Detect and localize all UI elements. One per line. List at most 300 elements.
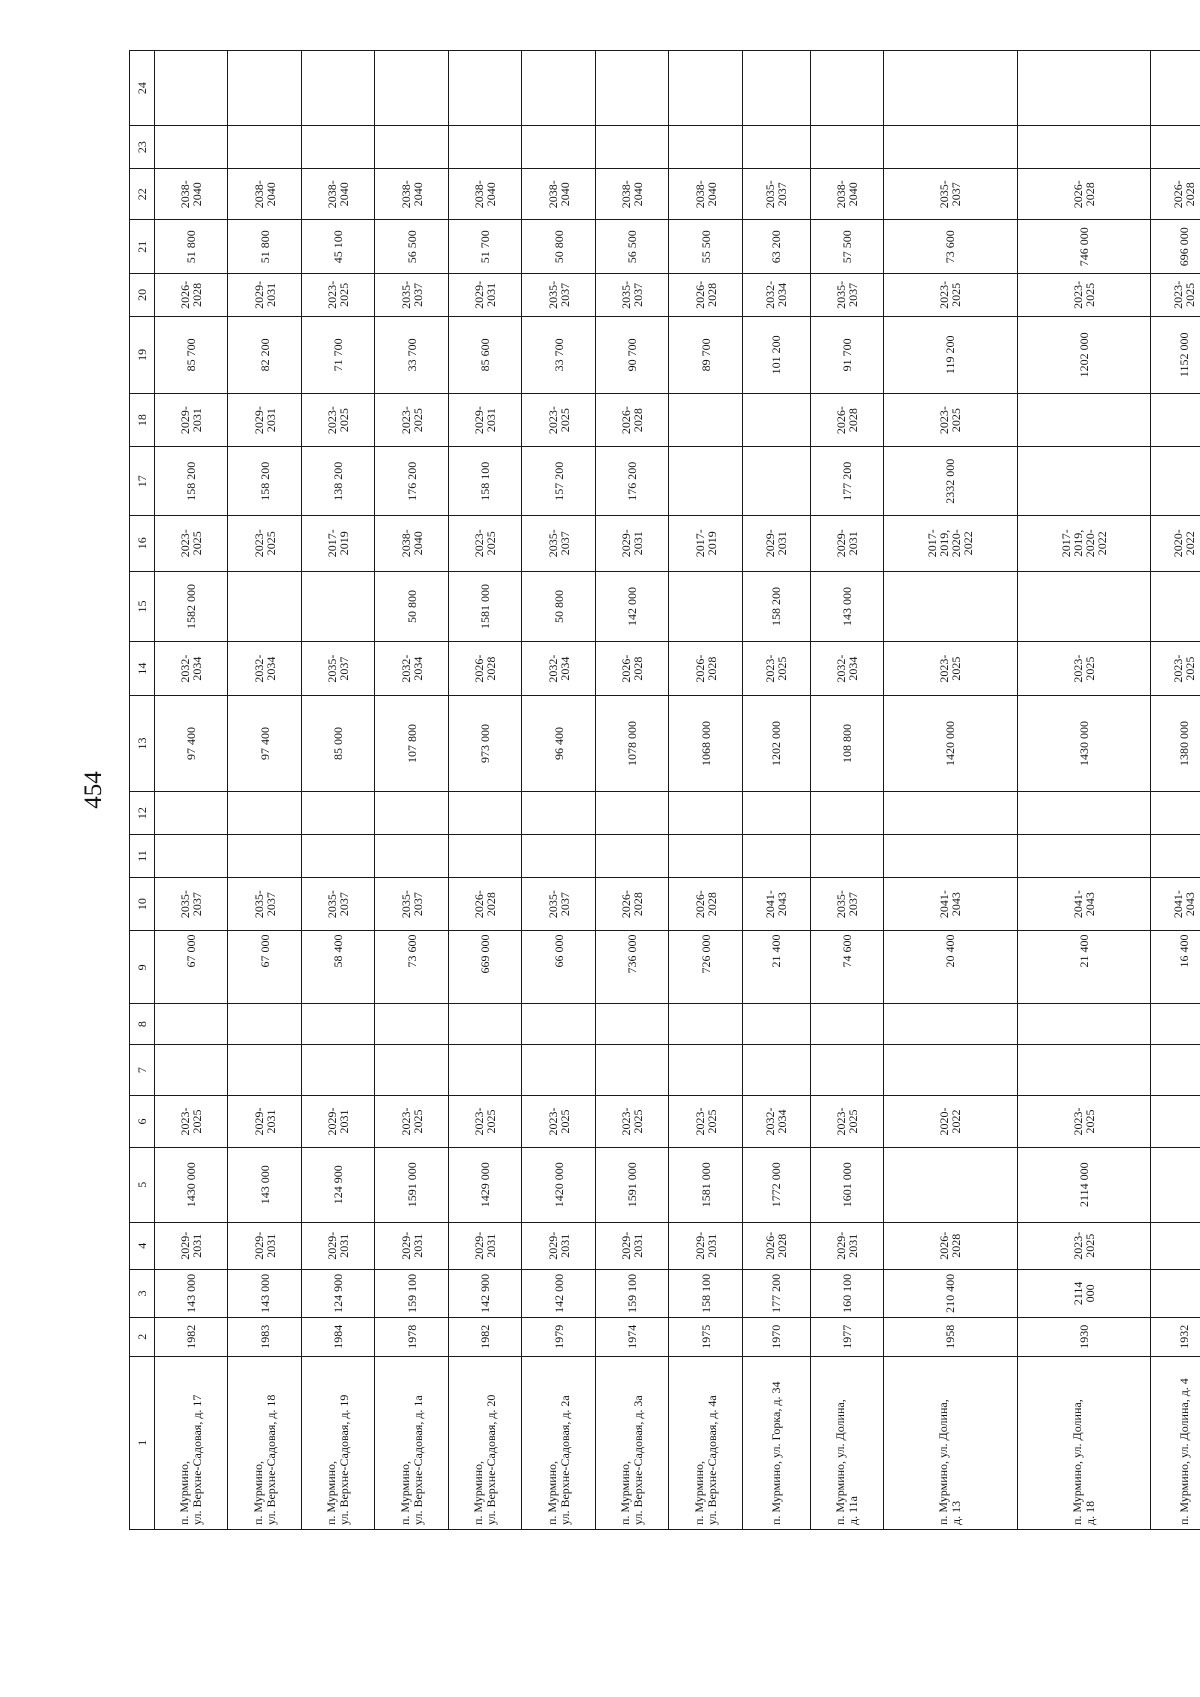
cell-col-21: 63 200 bbox=[742, 220, 810, 274]
cell-col-3 bbox=[1150, 1269, 1200, 1317]
cell-line: 2019 bbox=[704, 531, 719, 556]
cell-line: 2020- bbox=[1082, 529, 1097, 558]
cell-col-8 bbox=[301, 1004, 374, 1045]
cell-line: 2031 bbox=[263, 282, 278, 307]
cell-line: 2040 bbox=[190, 182, 205, 207]
cell-col-4 bbox=[1017, 1222, 1150, 1269]
cell-col-21: 55 500 bbox=[669, 220, 742, 274]
cell-line: 2025 bbox=[1082, 1109, 1097, 1134]
cell-line: 2022 bbox=[1094, 531, 1109, 556]
cell-line: 2029- bbox=[763, 529, 778, 558]
cell-col-22 bbox=[228, 169, 301, 220]
cell-col-4 bbox=[155, 1222, 228, 1269]
column-number: 19 bbox=[130, 316, 155, 393]
table-row bbox=[1150, 51, 1200, 1530]
cell-line: 2032- bbox=[398, 654, 413, 683]
cell-line: 2023- bbox=[834, 1107, 848, 1136]
cell-col-14 bbox=[1017, 642, 1150, 696]
cell-col-14 bbox=[301, 642, 374, 696]
cell-col-20 bbox=[1150, 273, 1200, 316]
cell-col-13: 97 400 bbox=[228, 695, 301, 791]
cell-col-3: 159 100 bbox=[595, 1269, 668, 1317]
cell-line: 2040 bbox=[484, 182, 499, 207]
cell-col-4 bbox=[228, 1222, 301, 1269]
cell-col-21: 696 000 bbox=[1150, 220, 1200, 274]
cell-col-16 bbox=[742, 515, 810, 571]
cell-line: 2019, bbox=[1070, 529, 1085, 557]
cell-col-7 bbox=[669, 1044, 742, 1095]
cell-line: 2023- bbox=[472, 529, 487, 558]
address-line: п. Мурмино, ул. Горка, д. 34 bbox=[768, 1381, 783, 1525]
cell-line: 2023- bbox=[937, 406, 952, 435]
cell-line: 2028 bbox=[631, 892, 646, 917]
cell-col-10 bbox=[884, 877, 1017, 931]
cell-line: 2025 bbox=[484, 531, 499, 556]
cell-col-22 bbox=[448, 169, 521, 220]
column-number: 7 bbox=[130, 1044, 155, 1095]
cell-line: 2025 bbox=[557, 1109, 572, 1134]
cell-line: 2023- bbox=[1171, 654, 1186, 683]
cell-col-15: 1582 000 bbox=[155, 571, 228, 642]
cell-line: 2025 bbox=[410, 1109, 425, 1134]
cell-line: 2038- bbox=[619, 180, 634, 209]
cell-line: 2023- bbox=[1070, 654, 1085, 683]
column-number: 16 bbox=[130, 515, 155, 571]
cell-col-5: 124 900 bbox=[301, 1147, 374, 1222]
cell-line: 2025 bbox=[1082, 1233, 1097, 1258]
cell-col-10 bbox=[228, 877, 301, 931]
cell-col-5 bbox=[884, 1147, 1017, 1222]
cell-line: 2026- bbox=[472, 890, 487, 919]
cell-line: 2029- bbox=[472, 280, 487, 309]
column-number: 10 bbox=[130, 877, 155, 931]
cell-line: 2040 bbox=[263, 182, 278, 207]
address-line: ул. Верхне-Садовая, д. 19 bbox=[337, 1394, 352, 1525]
cell-line: 2026- bbox=[937, 1231, 952, 1260]
cell-line: 2028 bbox=[846, 408, 860, 433]
cell-col-23 bbox=[228, 126, 301, 169]
cell-line: 2023- bbox=[178, 1107, 193, 1136]
cell-col-16 bbox=[375, 515, 448, 571]
cell-line: 2025 bbox=[337, 408, 352, 433]
cell-line: 2040 bbox=[846, 182, 860, 207]
cell-col-9: 73 600 bbox=[375, 931, 448, 1004]
cell-col-9: 74 600 bbox=[810, 931, 883, 1004]
cell-line: 2029- bbox=[619, 1231, 634, 1260]
cell-col-12 bbox=[742, 792, 810, 835]
cell-col-5 bbox=[1150, 1147, 1200, 1222]
cell-col-12 bbox=[375, 792, 448, 835]
cell-col-16 bbox=[595, 515, 668, 571]
cell-col-8 bbox=[595, 1004, 668, 1045]
cell-line: 2023- bbox=[1070, 1107, 1085, 1136]
address-cell bbox=[810, 1356, 883, 1529]
cell-col-14 bbox=[375, 642, 448, 696]
cell-col-4 bbox=[301, 1222, 374, 1269]
column-number: 12 bbox=[130, 792, 155, 835]
cell-col-7 bbox=[301, 1044, 374, 1095]
cell-col-2: 1979 bbox=[522, 1317, 595, 1356]
cell-line: 2040 bbox=[410, 182, 425, 207]
address-line: п. Мурмино, ул. Долина, д. 4 bbox=[1176, 1378, 1191, 1525]
column-number: 8 bbox=[130, 1004, 155, 1045]
cell-col-3: 124 900 bbox=[301, 1269, 374, 1317]
cell-line: 2038- bbox=[545, 180, 560, 209]
cell-line: 2022 bbox=[961, 531, 976, 556]
cell-col-23 bbox=[1017, 126, 1150, 169]
cell-col-14 bbox=[155, 642, 228, 696]
cell-col-17: 176 200 bbox=[375, 447, 448, 516]
cell-col-17 bbox=[1150, 447, 1200, 516]
cell-col-18 bbox=[375, 393, 448, 447]
cell-col-22 bbox=[301, 169, 374, 220]
cell-col-4 bbox=[669, 1222, 742, 1269]
cell-col-22 bbox=[375, 169, 448, 220]
cell-col-16 bbox=[155, 515, 228, 571]
cell-line: 2034 bbox=[410, 656, 425, 681]
cell-col-16 bbox=[810, 515, 883, 571]
cell-col-21: 73 600 bbox=[884, 220, 1017, 274]
cell-line: 2040 bbox=[557, 182, 572, 207]
cell-col-14 bbox=[669, 642, 742, 696]
cell-col-19: 71 700 bbox=[301, 316, 374, 393]
table-row bbox=[742, 51, 810, 1530]
address-line: п. Мурмино, ул. Долина, bbox=[1069, 1399, 1084, 1525]
cell-line: 2028 bbox=[631, 408, 646, 433]
cell-line: 2032- bbox=[763, 1107, 778, 1136]
cell-col-18 bbox=[1017, 393, 1150, 447]
cell-col-8 bbox=[1150, 1004, 1200, 1045]
cell-line: 2017- bbox=[1058, 529, 1073, 558]
cell-col-10 bbox=[448, 877, 521, 931]
cell-line: 2038- bbox=[472, 180, 487, 209]
cell-line: 2032- bbox=[251, 654, 266, 683]
cell-line: 2043 bbox=[775, 892, 790, 917]
cell-col-7 bbox=[375, 1044, 448, 1095]
cell-col-7 bbox=[1150, 1044, 1200, 1095]
cell-col-2: 1978 bbox=[375, 1317, 448, 1356]
cell-line: 2026- bbox=[619, 406, 634, 435]
cell-col-2: 1984 bbox=[301, 1317, 374, 1356]
cell-line: 2035- bbox=[325, 654, 340, 683]
cell-line: 2031 bbox=[846, 1233, 860, 1258]
cell-col-19: 82 200 bbox=[228, 316, 301, 393]
cell-col-10 bbox=[1017, 877, 1150, 931]
table-row bbox=[595, 51, 668, 1530]
column-number: 23 bbox=[130, 126, 155, 169]
cell-col-24 bbox=[301, 51, 374, 126]
column-number: 14 bbox=[130, 642, 155, 696]
cell-col-20 bbox=[742, 273, 810, 316]
column-number: 15 bbox=[130, 571, 155, 642]
cell-col-2: 1983 bbox=[228, 1317, 301, 1356]
cell-col-14 bbox=[228, 642, 301, 696]
header-row bbox=[130, 51, 155, 1530]
cell-line: 2035- bbox=[398, 890, 413, 919]
cell-col-18 bbox=[884, 393, 1017, 447]
table-row bbox=[448, 51, 521, 1530]
cell-line: 2034 bbox=[775, 1109, 790, 1134]
cell-col-24 bbox=[742, 51, 810, 126]
cell-col-3: 159 100 bbox=[375, 1269, 448, 1317]
cell-col-15 bbox=[1150, 571, 1200, 642]
address-cell bbox=[1017, 1356, 1150, 1529]
cell-line: 2022 bbox=[949, 1109, 964, 1134]
cell-col-14 bbox=[522, 642, 595, 696]
cell-col-13: 1430 000 bbox=[1017, 695, 1150, 791]
address-cell bbox=[595, 1356, 668, 1529]
cell-line: 2035- bbox=[834, 280, 848, 309]
cell-line: 2028 bbox=[484, 892, 499, 917]
cell-col-21: 57 500 bbox=[810, 220, 883, 274]
cell-line: 2025 bbox=[557, 408, 572, 433]
address-line: п. Мурмино, bbox=[177, 1460, 192, 1525]
cell-col-18 bbox=[810, 393, 883, 447]
cell-col-10 bbox=[742, 877, 810, 931]
cell-col-16 bbox=[1017, 515, 1150, 571]
cell-line: 2028 bbox=[484, 656, 499, 681]
cell-col-6 bbox=[1017, 1096, 1150, 1147]
address-cell bbox=[448, 1356, 521, 1529]
cell-line: 2032- bbox=[545, 654, 560, 683]
cell-col-13: 96 400 bbox=[522, 695, 595, 791]
column-number: 18 bbox=[130, 393, 155, 447]
cell-col-18 bbox=[669, 393, 742, 447]
cell-line: 2032- bbox=[834, 654, 848, 683]
cell-line: 2026- bbox=[692, 890, 707, 919]
cell-col-17: 158 200 bbox=[228, 447, 301, 516]
cell-line: 2031 bbox=[263, 1109, 278, 1134]
cell-col-8 bbox=[742, 1004, 810, 1045]
cell-line: 2031 bbox=[704, 1233, 719, 1258]
cell-line: 2037 bbox=[337, 656, 352, 681]
cell-line: 2026- bbox=[834, 406, 848, 435]
cell-line: 2023- bbox=[763, 654, 778, 683]
cell-col-20 bbox=[810, 273, 883, 316]
cell-line: 2025 bbox=[263, 531, 278, 556]
cell-col-7 bbox=[884, 1044, 1017, 1095]
cell-col-15 bbox=[669, 571, 742, 642]
cell-col-12 bbox=[669, 792, 742, 835]
cell-col-23 bbox=[595, 126, 668, 169]
cell-col-13: 108 800 bbox=[810, 695, 883, 791]
cell-line: 2028 bbox=[775, 1233, 790, 1258]
cell-line: 2022 bbox=[1183, 531, 1198, 556]
cell-col-2: 1930 bbox=[1017, 1317, 1150, 1356]
cell-line: 2023- bbox=[1070, 1231, 1085, 1260]
cell-col-11 bbox=[155, 835, 228, 878]
cell-col-9: 726 000 bbox=[669, 931, 742, 1004]
cell-line: 2028 bbox=[704, 282, 719, 307]
cell-col-3: 160 100 bbox=[810, 1269, 883, 1317]
cell-line: 2035- bbox=[545, 890, 560, 919]
cell-line: 2026- bbox=[178, 280, 193, 309]
cell-col-16 bbox=[448, 515, 521, 571]
cell-col-16 bbox=[301, 515, 374, 571]
address-line: ул. Верхне-Садовая, д. 20 bbox=[484, 1394, 499, 1525]
cell-col-6 bbox=[155, 1096, 228, 1147]
cell-col-9: 58 400 bbox=[301, 931, 374, 1004]
cell-line: 2028 bbox=[631, 656, 646, 681]
column-number: 2 bbox=[130, 1317, 155, 1356]
cell-line: 2038- bbox=[398, 180, 413, 209]
cell-line: 2038- bbox=[398, 529, 413, 558]
cell-col-18 bbox=[301, 393, 374, 447]
cell-col-7 bbox=[448, 1044, 521, 1095]
cell-line: 2038- bbox=[692, 180, 707, 209]
cell-col-14 bbox=[448, 642, 521, 696]
cell-col-18 bbox=[522, 393, 595, 447]
table-row bbox=[301, 51, 374, 1530]
cell-col-21: 51 800 bbox=[228, 220, 301, 274]
cell-col-6 bbox=[669, 1096, 742, 1147]
address-cell bbox=[1150, 1356, 1200, 1529]
cell-line: 2035- bbox=[763, 180, 778, 209]
cell-col-17: 2332 000 bbox=[884, 447, 1017, 516]
cell-line: 2043 bbox=[1183, 892, 1198, 917]
cell-line: 2031 bbox=[557, 1233, 572, 1258]
table-body bbox=[130, 51, 1200, 1530]
address-line: п. Мурмино, bbox=[324, 1460, 339, 1525]
column-number: 20 bbox=[130, 273, 155, 316]
cell-col-20 bbox=[884, 273, 1017, 316]
column-number: 21 bbox=[130, 220, 155, 274]
cell-line: 2029- bbox=[834, 1231, 848, 1260]
cell-col-4 bbox=[1150, 1222, 1200, 1269]
cell-col-10 bbox=[375, 877, 448, 931]
cell-col-17: 138 200 bbox=[301, 447, 374, 516]
cell-line: 2041- bbox=[937, 890, 952, 919]
address-line: п. Мурмино, bbox=[471, 1460, 486, 1525]
cell-col-20 bbox=[228, 273, 301, 316]
cell-col-11 bbox=[884, 835, 1017, 878]
cell-col-7 bbox=[1017, 1044, 1150, 1095]
cell-line: 2026- bbox=[1171, 180, 1186, 209]
cell-line: 2031 bbox=[846, 531, 860, 556]
cell-col-12 bbox=[595, 792, 668, 835]
cell-col-14 bbox=[810, 642, 883, 696]
cell-col-23 bbox=[375, 126, 448, 169]
cell-line: 2037 bbox=[410, 282, 425, 307]
cell-line: 2040 bbox=[704, 182, 719, 207]
cell-line: 2029- bbox=[178, 1231, 193, 1260]
cell-line: 2034 bbox=[263, 656, 278, 681]
column-number: 24 bbox=[130, 51, 155, 126]
cell-col-7 bbox=[522, 1044, 595, 1095]
cell-line: 2023- bbox=[692, 1107, 707, 1136]
cell-col-13: 1202 000 bbox=[742, 695, 810, 791]
cell-col-18 bbox=[595, 393, 668, 447]
cell-col-23 bbox=[522, 126, 595, 169]
cell-col-21: 746 000 bbox=[1017, 220, 1150, 274]
address-cell bbox=[228, 1356, 301, 1529]
page-number: 454 bbox=[80, 771, 107, 809]
cell-line: 2023- bbox=[1070, 280, 1085, 309]
cell-col-11 bbox=[669, 835, 742, 878]
cell-col-18 bbox=[448, 393, 521, 447]
cell-col-9: 21 400 bbox=[742, 931, 810, 1004]
cell-col-2: 1982 bbox=[155, 1317, 228, 1356]
cell-col-11 bbox=[810, 835, 883, 878]
cell-line: 2026- bbox=[472, 654, 487, 683]
column-number: 11 bbox=[130, 835, 155, 878]
cell-col-20 bbox=[375, 273, 448, 316]
cell-line: 2037 bbox=[557, 892, 572, 917]
cell-line: 2037 bbox=[410, 892, 425, 917]
cell-col-19: 101 200 bbox=[742, 316, 810, 393]
cell-line: 2035- bbox=[545, 529, 560, 558]
cell-col-11 bbox=[228, 835, 301, 878]
table-row bbox=[375, 51, 448, 1530]
cell-col-17: 157 200 bbox=[522, 447, 595, 516]
cell-line: 2034 bbox=[190, 656, 205, 681]
cell-line: 2025 bbox=[1082, 656, 1097, 681]
cell-line: 2026- bbox=[619, 654, 634, 683]
column-number: 3 bbox=[130, 1269, 155, 1317]
cell-line: 2040 bbox=[631, 182, 646, 207]
cell-line: 2031 bbox=[190, 1233, 205, 1258]
cell-col-12 bbox=[228, 792, 301, 835]
cell-line: 2037 bbox=[846, 892, 860, 917]
cell-col-17: 158 100 bbox=[448, 447, 521, 516]
cell-col-15: 1581 000 bbox=[448, 571, 521, 642]
cell-col-12 bbox=[810, 792, 883, 835]
cell-line: 2031 bbox=[775, 531, 790, 556]
cell-col-19: 33 700 bbox=[375, 316, 448, 393]
address-cell bbox=[522, 1356, 595, 1529]
address-line: ул. Верхне-Садовая, д. 1а bbox=[410, 1395, 425, 1525]
cell-col-12 bbox=[1150, 792, 1200, 835]
cell-col-17 bbox=[1017, 447, 1150, 516]
cell-col-14 bbox=[884, 642, 1017, 696]
cell-line: 2034 bbox=[846, 656, 860, 681]
cell-line: 2025 bbox=[1183, 282, 1198, 307]
cell-line: 2035- bbox=[619, 280, 634, 309]
cell-line: 2037 bbox=[337, 892, 352, 917]
cell-col-5: 1581 000 bbox=[669, 1147, 742, 1222]
cell-col-20 bbox=[155, 273, 228, 316]
table-row bbox=[155, 51, 228, 1530]
table-row bbox=[884, 51, 1017, 1530]
cell-col-6 bbox=[448, 1096, 521, 1147]
cell-line: 2031 bbox=[410, 1233, 425, 1258]
cell-col-4 bbox=[810, 1222, 883, 1269]
column-number: 22 bbox=[130, 169, 155, 220]
cell-col-3: 142 900 bbox=[448, 1269, 521, 1317]
cell-col-3: 210 400 bbox=[884, 1269, 1017, 1317]
cell-col-15 bbox=[1017, 571, 1150, 642]
cell-col-9: 67 000 bbox=[228, 931, 301, 1004]
cell-line: 2038- bbox=[834, 180, 848, 209]
cell-col-5: 1591 000 bbox=[375, 1147, 448, 1222]
cell-line: 2028 bbox=[1183, 182, 1198, 207]
address-line: п. Мурмино, bbox=[618, 1460, 633, 1525]
cell-col-11 bbox=[595, 835, 668, 878]
address-line: п. Мурмино, ул. Долина, bbox=[936, 1399, 951, 1525]
cell-col-19: 119 200 bbox=[884, 316, 1017, 393]
cell-col-5: 1591 000 bbox=[595, 1147, 668, 1222]
address-line: ул. Верхне-Садовая, д. 18 bbox=[263, 1394, 278, 1525]
cell-col-3: 143 000 bbox=[155, 1269, 228, 1317]
address-line: д. 11а bbox=[846, 1496, 860, 1525]
cell-line: 2023- bbox=[178, 529, 193, 558]
address-cell bbox=[155, 1356, 228, 1529]
cell-line: 2023- bbox=[325, 280, 340, 309]
cell-col-2: 1958 bbox=[884, 1317, 1017, 1356]
cell-col-21: 51 800 bbox=[155, 220, 228, 274]
cell-col-16 bbox=[228, 515, 301, 571]
cell-col-6 bbox=[810, 1096, 883, 1147]
